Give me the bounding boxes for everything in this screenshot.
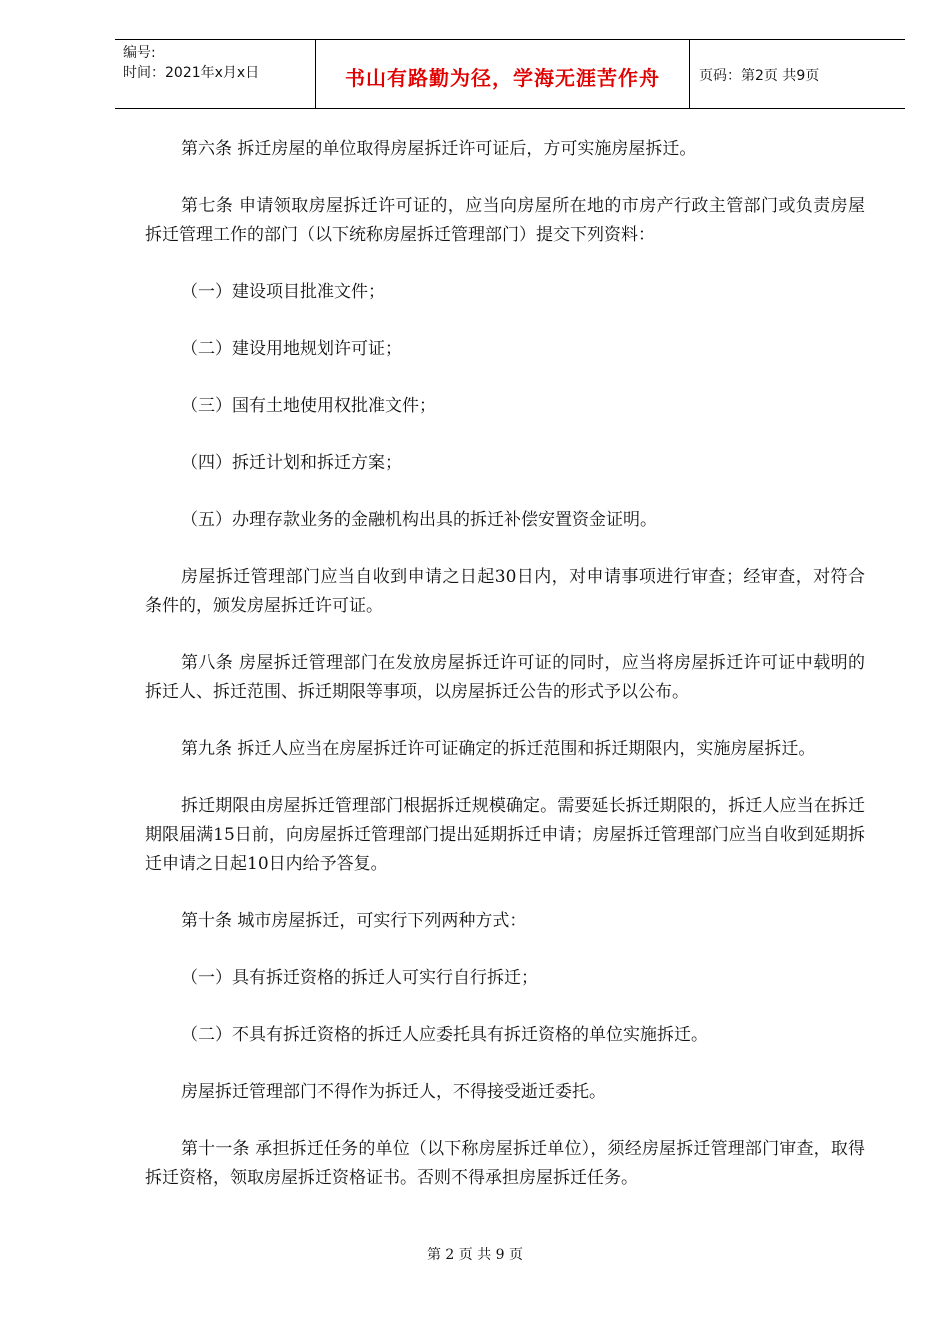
page-header — [115, 39, 905, 109]
header-page-cell — [690, 40, 905, 108]
header-page-code: 页码：第2页 共9页 — [699, 68, 820, 84]
list-item: （三）国有土地使用权批准文件； — [181, 396, 436, 416]
article-7: 第七条 申请领取房屋拆迁许可证的，应当向房屋所在地的市房产行政主管部门或负责房屋拆迁管理工作的部门（以下统称房屋拆迁管理部门）提交下列资料： — [145, 196, 865, 245]
list-item: （一）具有拆迁资格的拆迁人可实行自行拆迁； — [181, 968, 538, 988]
list-item: （二）不具有拆迁资格的拆迁人应委托具有拆迁资格的单位实施拆迁。 — [181, 1025, 708, 1045]
article-10: 第十条 城市房屋拆迁，可实行下列两种方式： — [181, 911, 527, 931]
document-time-label: 时间：2021年x月x日 — [123, 65, 260, 81]
article-6: 第六条 拆迁房屋的单位取得房屋拆迁许可证后，方可实施房屋拆迁。 — [181, 139, 697, 159]
article-9: 第九条 拆迁人应当在房屋拆迁许可证确定的拆迁范围和拆迁期限内，实施房屋拆迁。 — [181, 739, 816, 759]
list-item: （四）拆迁计划和拆迁方案； — [181, 453, 402, 473]
header-motto-cell — [316, 40, 690, 108]
article-10-note: 房屋拆迁管理部门不得作为拆迁人，不得接受逝迁委托。 — [181, 1082, 606, 1102]
document-number-label: 编号: — [123, 45, 156, 61]
list-item: （五）办理存款业务的金融机构出具的拆迁补偿安置资金证明。 — [181, 510, 657, 530]
list-item: （一）建设项目批准文件； — [181, 282, 385, 302]
article-9-extension: 拆迁期限由房屋拆迁管理部门根据拆迁规模确定。需要延长拆迁期限的，拆迁人应当在拆迁期限届满15日前，向房屋拆迁管理部门提出延期拆迁申请；房屋拆迁管理部门应当自收到延期拆迁申请之日起10日内给予答复。 — [145, 796, 865, 874]
article-7-review: 房屋拆迁管理部门应当自收到申请之日起30日内，对申请事项进行审查；经审查，对符合条件的，颁发房屋拆迁许可证。 — [145, 567, 865, 616]
header-meta-cell — [115, 40, 316, 108]
header-motto: 书山有路勤为径，学海无涯苦作舟 — [345, 66, 660, 90]
list-item: （二）建设用地规划许可证； — [181, 339, 402, 359]
page-footer: 第 2 页 共 9 页 — [426, 1247, 524, 1263]
article-8: 第八条 房屋拆迁管理部门在发放房屋拆迁许可证的同时，应当将房屋拆迁许可证中载明的拆迁人、拆迁范围、拆迁期限等事项，以房屋拆迁公告的形式予以公布。 — [145, 653, 865, 702]
document-body — [145, 135, 865, 1193]
article-11: 第十一条 承担拆迁任务的单位（以下称房屋拆迁单位），须经房屋拆迁管理部门审查，取得拆迁资格，领取房屋拆迁资格证书。否则不得承担房屋拆迁任务。 — [145, 1139, 865, 1188]
